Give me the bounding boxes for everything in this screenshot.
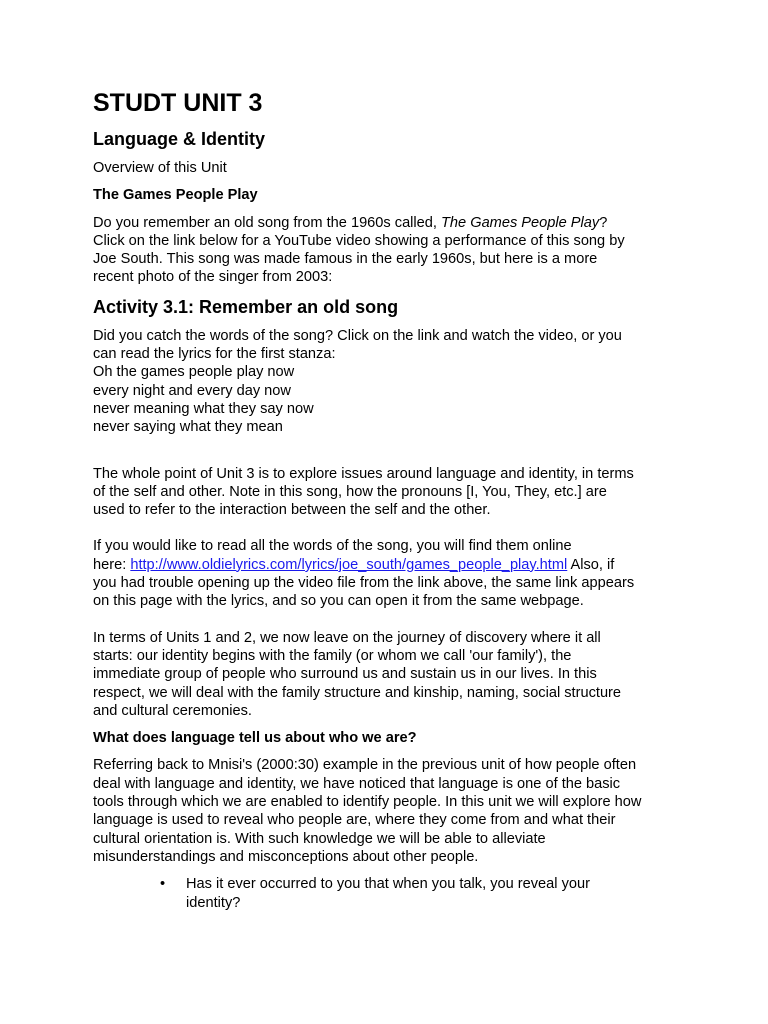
intro-paragraph: [93, 214, 683, 287]
bullet-list: [93, 875, 683, 912]
activity-heading: Activity 3.1: Remember an old song: [93, 296, 399, 317]
point-paragraph: The whole point of Unit 3 is to explore issues around language and identity, in terms of the self and other. Note in this song, how the pronouns [I, You, They, etc.] are used to refer to the interaction between the self and the other.: [93, 465, 634, 519]
list-item: [93, 875, 683, 912]
units-paragraph: In terms of Units 1 and 2, we now leave on the journey of discovery where it all starts: our identity begins with the family (or whom we call 'our family'), the immediate group of people who surround us and sustain us in our lives. In this respect, we will deal with the family structure and kinship, naming, social structure and cultural ceremonies.: [93, 629, 622, 719]
lyrics-line: every night and every day now: [93, 382, 291, 399]
activity-paragraph: Did you catch the words of the song? Click on the link and watch the video, or you can read the lyrics for the first stanza:: [93, 327, 622, 363]
lyrics-link[interactable]: http://www.oldielyrics.com/lyrics/joe_south/games_people_play.html: [130, 556, 568, 573]
bullet-text: Has it ever occurred to you that when you talk, you reveal your identity?: [186, 876, 590, 911]
question-heading: What does language tell us about who we are?: [93, 730, 417, 747]
link-paragraph: [93, 537, 683, 610]
lyrics-block: [93, 363, 683, 436]
overview-text: Overview of this Unit: [93, 160, 227, 176]
document-page: [93, 88, 683, 912]
lyrics-line: never saying what they mean: [93, 419, 283, 436]
bullet-icon: •: [160, 876, 166, 893]
lyrics-line: never meaning what they say now: [93, 400, 314, 417]
song-title: The Games People Play: [441, 214, 600, 231]
document-title: STUDT UNIT 3: [93, 89, 263, 117]
spacer: [93, 437, 683, 465]
mnisi-paragraph: Referring back to Mnisi's (2000:30) example in the previous unit of how people often deal with language and identity, we have noticed that language is one of the basic tools through which we are enabled to identify people. In this unit we will explore how language is used to reveal who people are, where they come from and what their cultural orientation is. With such knowledge we will be able to alleviate misunderstandings and misconceptions about other people.: [93, 757, 642, 865]
link-paragraph-end: Also, if you had trouble opening up the video file from the link above, the same link appears on this page with the lyrics, and so you can open it from the same webpage.: [93, 556, 635, 610]
link-paragraph-start: If you would like to read all the words of the song, you will find them online here:: [93, 538, 572, 573]
intro-text-start: Do you remember an old song from the 1960s called,: [93, 214, 442, 231]
intro-text-end: ? Click on the link below for a YouTube video showing a performance of this song by Joe South. This song was made famous in the early 1960s, but here is a more recent photo of the singer from 2003:: [93, 214, 625, 286]
document-subtitle: Language & Identity: [93, 129, 266, 149]
section-heading: The Games People Play: [93, 187, 258, 204]
lyrics-line: Oh the games people play now: [93, 364, 295, 381]
